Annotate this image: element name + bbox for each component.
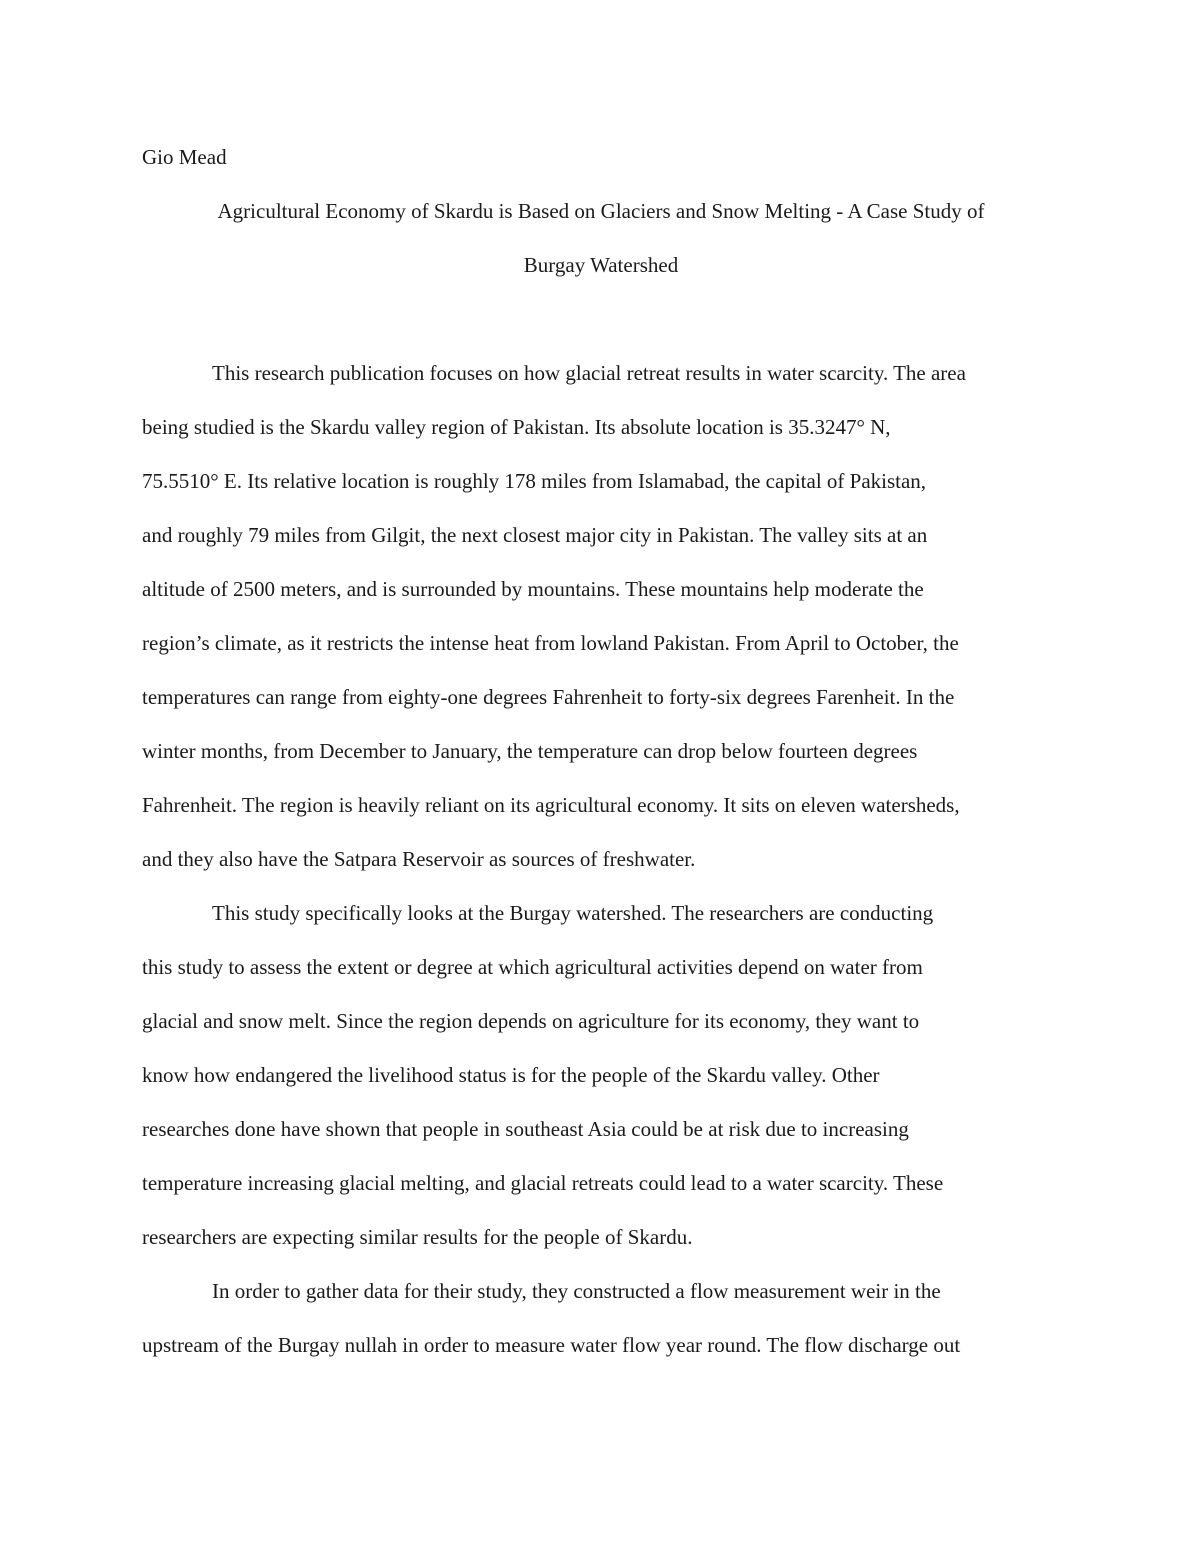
paragraph-line: and they also have the Satpara Reservoir as sources of freshwater. [142, 847, 696, 871]
paragraph-line: this study to assess the extent or degree at which agricultural activities depend on water from [142, 955, 923, 979]
paragraph-1 [142, 346, 1060, 886]
paragraph-line: being studied is the Skardu valley region of Pakistan. Its absolute location is 35.3247° N, [142, 415, 891, 439]
paragraph-line: temperatures can range from eighty-one degrees Fahrenheit to forty-six degrees Farenheit. In the [142, 685, 955, 709]
paragraph-line: temperature increasing glacial melting, and glacial retreats could lead to a water scarcity. These [142, 1171, 944, 1195]
essay-title [142, 184, 1060, 292]
paragraph-3 [142, 1264, 1060, 1372]
paragraph-line: Fahrenheit. The region is heavily reliant on its agricultural economy. It sits on eleven watersheds, [142, 793, 960, 817]
paragraph-line: region’s climate, as it restricts the intense heat from lowland Pakistan. From April to October, the [142, 631, 959, 655]
title-line: Agricultural Economy of Skardu is Based on Glaciers and Snow Melting - A Case Study of [217, 199, 985, 223]
paragraph-line: This study specifically looks at the Burgay watershed. The researchers are conducting [212, 901, 934, 925]
author-name: Gio Mead [142, 145, 227, 169]
paragraph-line: This research publication focuses on how glacial retreat results in water scarcity. The area [212, 361, 966, 385]
blank-line [142, 292, 1060, 346]
paragraph-line: upstream of the Burgay nullah in order to measure water flow year round. The flow discharge out [142, 1333, 961, 1357]
paragraph-line: researches done have shown that people in southeast Asia could be at risk due to increasing [142, 1117, 909, 1141]
paragraph-line: glacial and snow melt. Since the region depends on agriculture for its economy, they want to [142, 1009, 920, 1033]
title-line: Burgay Watershed [523, 253, 679, 277]
paragraph-line: In order to gather data for their study, they constructed a flow measurement weir in the [212, 1279, 941, 1303]
paragraph-line: altitude of 2500 meters, and is surrounded by mountains. These mountains help moderate the [142, 577, 924, 601]
paragraph-line: researchers are expecting similar results for the people of Skardu. [142, 1225, 693, 1249]
paragraph-line: winter months, from December to January, the temperature can drop below fourteen degrees [142, 739, 918, 763]
paragraph-line: and roughly 79 miles from Gilgit, the next closest major city in Pakistan. The valley sits at an [142, 523, 928, 547]
document-body [142, 130, 1060, 1372]
paragraph-line: 75.5510° E. Its relative location is roughly 178 miles from Islamabad, the capital of Pakistan, [142, 469, 927, 493]
paragraph-2 [142, 886, 1060, 1264]
paragraph-line: know how endangered the livelihood status is for the people of the Skardu valley. Other [142, 1063, 880, 1087]
